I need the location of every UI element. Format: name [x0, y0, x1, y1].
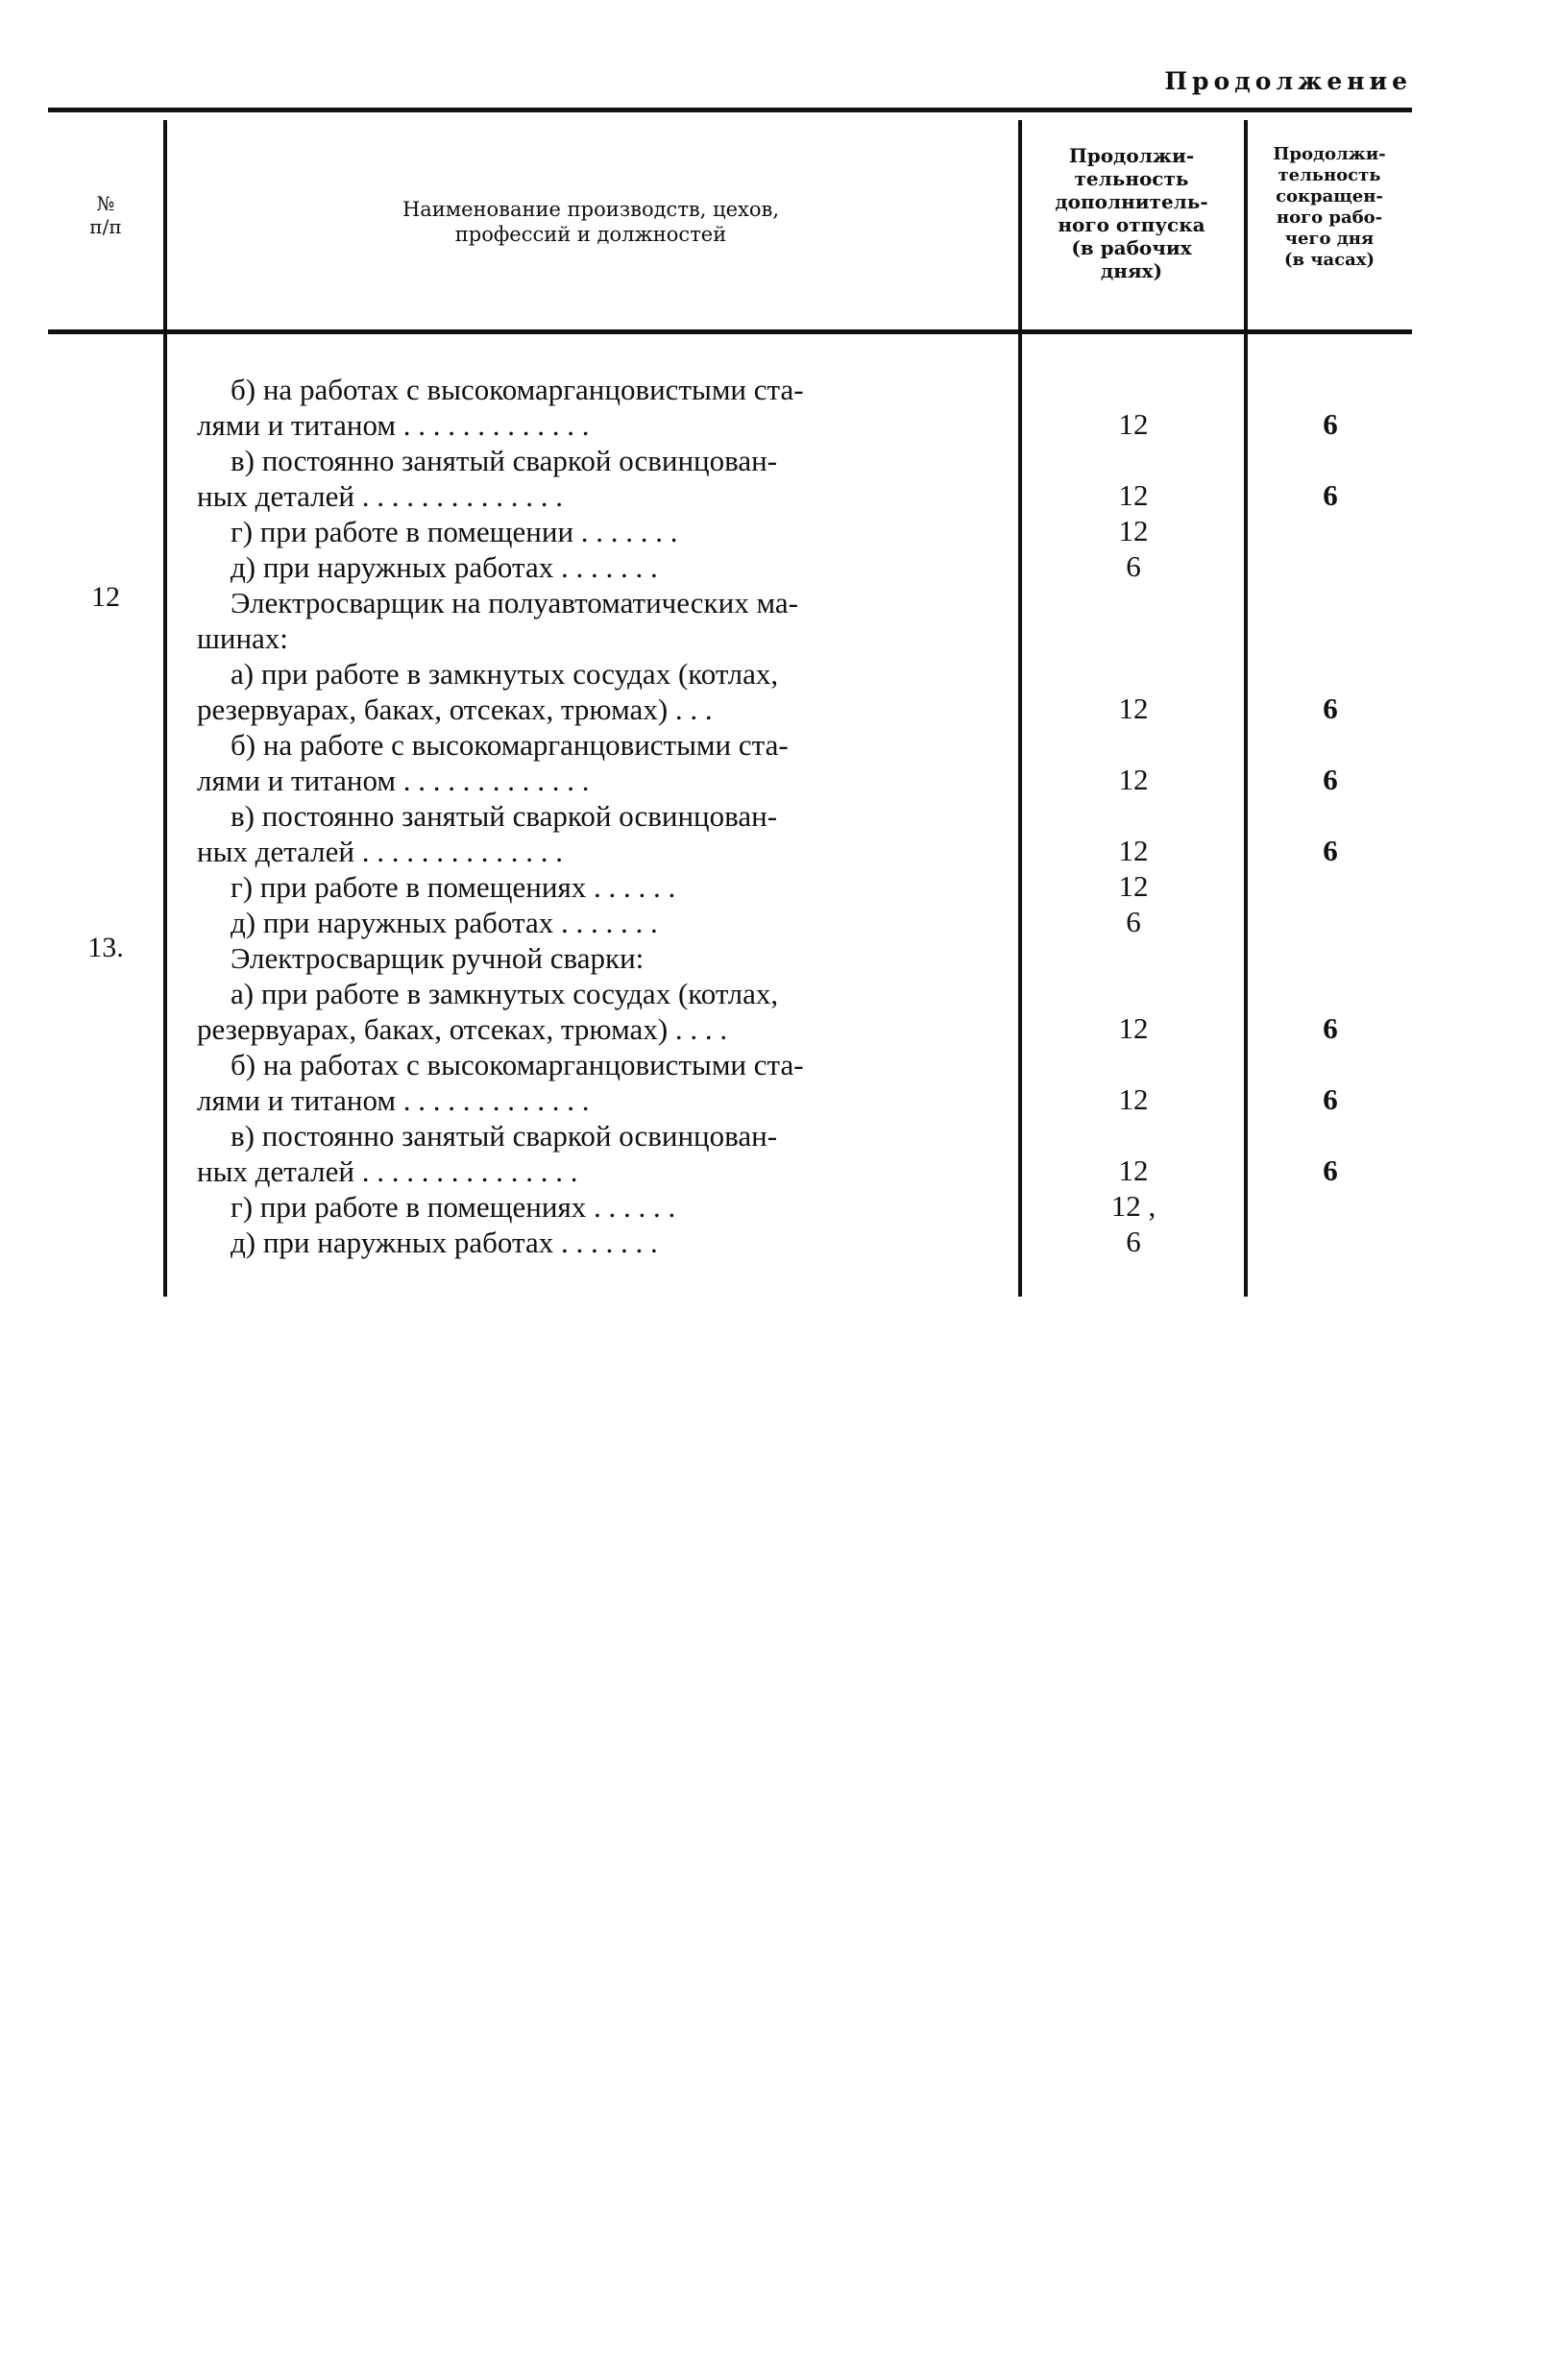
text-line-7: Электросварщик на полуавтоматических ма- — [231, 586, 798, 619]
days-value: 12 — [1118, 692, 1149, 725]
hours-value: 6 — [1323, 1082, 1338, 1116]
days-value: 6 — [1126, 905, 1141, 938]
days-value: 12 — [1118, 407, 1149, 441]
header-hours-line5: чего дня — [1284, 229, 1375, 249]
header-days-line2: тельность — [1074, 167, 1189, 190]
text-line-1: б) на работах с высокомарганцовистыми ста- — [231, 373, 804, 406]
header-days-line4: ного отпуска — [1058, 213, 1205, 236]
text-line-15: г) при работе в помещениях . . . . . . — [231, 870, 676, 904]
header-hours-line2: тельность — [1278, 165, 1381, 185]
hours-value: 6 — [1323, 478, 1338, 512]
header-hours-line1: Продолжи- — [1273, 144, 1386, 164]
text-line-3: в) постоянно занятый сваркой освинцован- — [231, 444, 778, 477]
hours-value: 6 — [1323, 834, 1338, 867]
text-line-25: д) при наружных работах . . . . . . . — [231, 1226, 658, 1259]
table-top-rule — [48, 108, 1412, 112]
header-days-line5: (в рабочих — [1071, 236, 1192, 259]
header-days-line3: дополнитель- — [1055, 190, 1208, 213]
days-value: 12 — [1118, 478, 1149, 512]
text-line-21: лями и титаном . . . . . . . . . . . . . — [197, 1083, 590, 1117]
text-line-16: д) при наружных работах . . . . . . . — [231, 906, 658, 939]
hours-value: 6 — [1323, 407, 1338, 441]
hours-value: 6 — [1323, 763, 1338, 796]
days-value: 12 — [1118, 1011, 1149, 1045]
column-divider-1 — [163, 120, 167, 1297]
text-line-12: лями и титаном . . . . . . . . . . . . . — [197, 764, 590, 797]
hours-value: 6 — [1323, 1011, 1338, 1045]
header-hours-line3: сокращен- — [1276, 186, 1383, 206]
header-days-line1: Продолжи- — [1068, 144, 1195, 167]
header-hours-column — [1247, 144, 1412, 271]
header-number-line2: п/п — [89, 215, 122, 238]
column-divider-2 — [1018, 120, 1022, 1297]
text-line-20: б) на работах с высокомарганцовистыми ста- — [231, 1048, 804, 1081]
column-divider-3 — [1244, 120, 1248, 1297]
text-line-19: резервуарах, баках, отсеках, трюмах) . . . . — [197, 1012, 728, 1046]
text-line-5: г) при работе в помещении . . . . . . . — [231, 515, 678, 548]
days-value: 12 — [1118, 1082, 1149, 1116]
header-name-line2: профессий и должностей — [454, 223, 727, 246]
days-value: 12 — [1118, 1154, 1149, 1187]
text-line-11: б) на работе с высокомарганцовистыми ста- — [231, 728, 789, 762]
days-value: 6 — [1126, 549, 1141, 583]
days-value: 12 , — [1110, 1189, 1156, 1223]
text-line-2: лями и титаном . . . . . . . . . . . . . — [197, 408, 590, 442]
text-line-9: а) при работе в замкнутых сосудах (котлах, — [231, 657, 779, 691]
text-line-13: в) постоянно занятый сваркой освинцован- — [231, 799, 778, 833]
text-line-8: шинах: — [197, 621, 288, 655]
days-value: 12 — [1118, 834, 1149, 867]
header-number-line1: № — [96, 192, 115, 215]
table-header-rule — [48, 329, 1412, 334]
row-number-12: 12 — [91, 581, 120, 613]
days-value: 12 — [1118, 514, 1149, 547]
continuation-label: Продолжение — [1164, 67, 1412, 95]
header-name-line1: Наименование производств, цехов, — [402, 198, 780, 221]
text-line-10: резервуарах, баках, отсеках, трюмах) . . . — [197, 692, 713, 726]
header-hours-line6: (в часах) — [1284, 250, 1375, 270]
text-line-17: Электросварщик ручной сварки: — [231, 941, 645, 975]
text-line-18: а) при работе в замкнутых сосудах (котлах, — [231, 977, 779, 1010]
header-name-column — [173, 197, 1009, 247]
header-days-line6: днях) — [1100, 259, 1163, 282]
hours-value: 6 — [1323, 1154, 1338, 1187]
header-number-column — [53, 192, 158, 238]
header-days-column — [1024, 144, 1239, 282]
text-line-23: ных деталей . . . . . . . . . . . . . . . — [197, 1154, 578, 1188]
text-line-22: в) постоянно занятый сваркой освинцован- — [231, 1119, 778, 1153]
row-number-13: 13. — [87, 932, 124, 963]
text-line-6: д) при наружных работах . . . . . . . — [231, 550, 658, 584]
hours-value: 6 — [1323, 692, 1338, 725]
header-hours-line4: ного рабо- — [1276, 207, 1383, 228]
days-value: 12 — [1118, 869, 1149, 903]
text-line-14: ных деталей . . . . . . . . . . . . . . — [197, 835, 563, 868]
days-value: 6 — [1126, 1225, 1141, 1258]
text-line-4: ных деталей . . . . . . . . . . . . . . — [197, 479, 563, 513]
text-line-24: г) при работе в помещениях . . . . . . — [231, 1190, 676, 1224]
days-value: 12 — [1118, 763, 1149, 796]
